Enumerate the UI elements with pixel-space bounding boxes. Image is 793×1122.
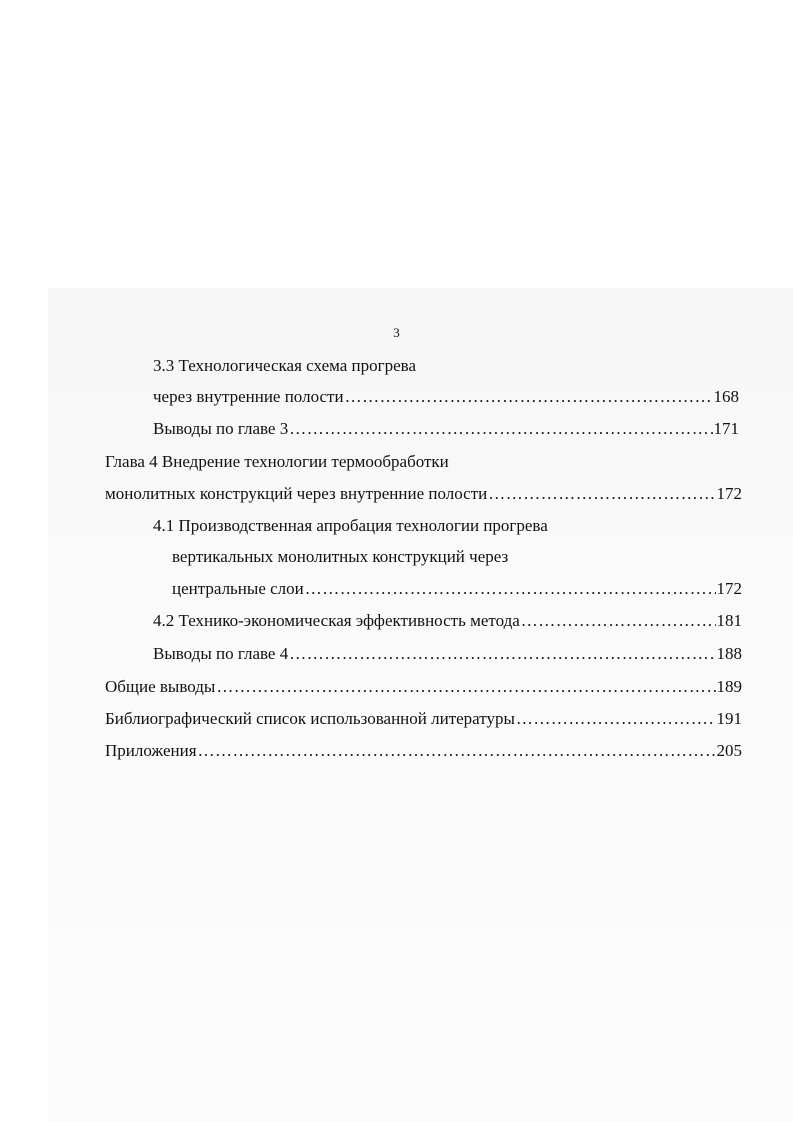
toc-page: 168 [713, 387, 739, 406]
page-number: 3 [393, 325, 400, 340]
toc-heading-4-1-line2: вертикальных монолитных конструкций через [172, 547, 509, 566]
toc-leader [488, 483, 715, 505]
toc-page: 172 [716, 579, 742, 598]
toc-entry-title: Выводы по главе 3 [153, 419, 289, 438]
toc-entry-title: Библиографический список использованной литературы [105, 709, 515, 728]
toc-page: 191 [716, 709, 742, 728]
toc-leader [345, 386, 713, 408]
toc-page: 181 [716, 611, 742, 630]
toc-entry-title: 4.2 Технико-экономическая эффективность метода [153, 611, 520, 630]
toc-entry-conclusions-3 [153, 418, 739, 440]
toc-leader [216, 676, 715, 698]
toc-entry-conclusions-4 [153, 643, 742, 665]
toc-leader [198, 740, 716, 762]
toc-entry-3-3 [153, 386, 739, 408]
toc-heading-chapter-4: Глава 4 Внедрение технологии термообработки [105, 452, 449, 471]
toc-entry-title: центральные слои [172, 579, 304, 598]
toc-leader [289, 418, 712, 440]
toc-entry-title: через внутренние полости [153, 387, 344, 406]
toc-entry-title: Приложения [105, 741, 197, 760]
toc-entry-general-conclusions [105, 676, 742, 698]
toc-entry-appendices [105, 740, 742, 762]
toc-page: 188 [716, 644, 742, 663]
toc-entry-title: Общие выводы [105, 677, 216, 696]
toc-entry-4-1 [172, 578, 742, 600]
toc-page: 205 [716, 741, 742, 760]
toc-page: 189 [716, 677, 742, 696]
toc-leader [305, 578, 716, 600]
scan-background [48, 288, 793, 1122]
toc-entry-chapter-4 [105, 483, 742, 505]
toc-entry-bibliography [105, 708, 742, 730]
toc-page: 171 [713, 419, 739, 438]
toc-leader [516, 708, 716, 730]
toc-heading-4-1-line1: 4.1 Производственная апробация технологии прогрева [153, 516, 548, 535]
toc-entry-4-2 [153, 610, 742, 632]
toc-entry-title: монолитных конструкций через внутренние полости [105, 484, 488, 503]
toc-leader [289, 643, 715, 665]
toc-entry-title: Выводы по главе 4 [153, 644, 289, 663]
toc-page: 172 [716, 484, 742, 503]
toc-heading-3-3: 3.3 Технологическая схема прогрева [153, 356, 417, 375]
toc-leader [521, 610, 716, 632]
